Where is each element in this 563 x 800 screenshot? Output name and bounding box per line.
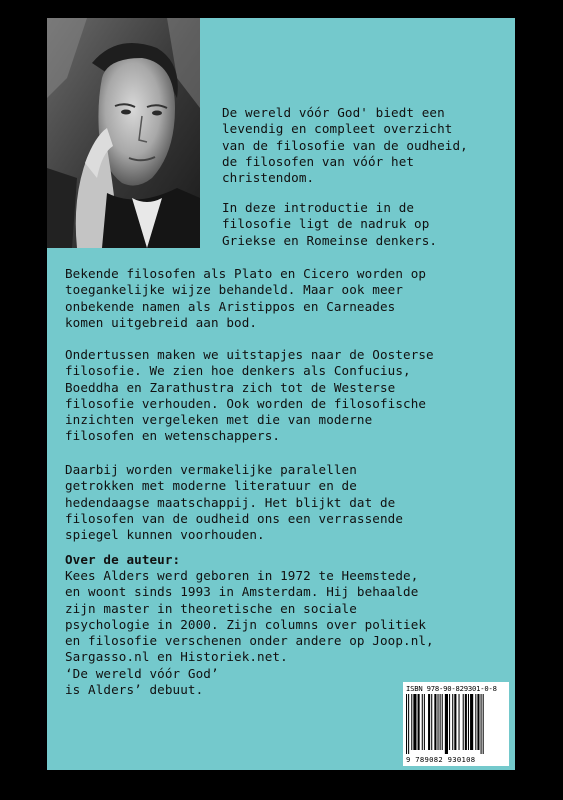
- body-paragraph-1: Bekende filosofen als Plato en Cicero worden op toegankelijke wijze behandeld. Maar ook meer onbekende namen als Aristippos en Carneades komen uitgebreid aan bod.: [65, 266, 427, 330]
- barcode-bar: [424, 694, 425, 750]
- barcode-bars: [406, 694, 506, 754]
- intro-paragraph-1: De wereld vóór God' biedt een levendig en compleet overzicht van de filosofie van de oudheid, de filosofen van vóór het christendom.: [222, 105, 468, 186]
- barcode-bar: [408, 694, 409, 754]
- author-portrait-image: [47, 18, 200, 248]
- barcode-bar: [477, 694, 479, 750]
- barcode-bar: [483, 694, 484, 754]
- barcode-bar: [442, 694, 443, 750]
- author-photo: [47, 18, 200, 248]
- barcode-bar: [449, 694, 450, 750]
- body-paragraph-2: Ondertussen maken we uitstapjes naar de Oosterse filosofie. We zien hoe denkers als Confucius, Boeddha en Zarathustra zich tot de Westerse filosofie verhouden. Ook worden de filosofische inzichten vergeleken met die van moderne filosofen en wetenschappers.: [65, 347, 434, 444]
- author-bio: Kees Alders werd geboren in 1972 te Heemstede, en woont sinds 1993 in Amsterdam. Hij behaalde zijn master in theoretische en sociale psychologie in 2000. Zijn columns over politiek en filosofie verschenen onder andere op Joop.nl, Sargasso.nl en Historiek.net. ‘De wereld vóór God’ is Alders’ debuut.: [65, 568, 434, 698]
- barcode-bar: [422, 694, 423, 750]
- author-heading: Over de auteur:: [65, 552, 181, 567]
- barcode-bar: [406, 694, 407, 754]
- barcode-bar: [454, 694, 456, 750]
- barcode-bar: [475, 694, 476, 750]
- barcode-bar: [445, 694, 448, 754]
- barcode-bar: [434, 694, 436, 750]
- barcode-bar: [465, 694, 467, 750]
- isbn-text: ISBN 978-90-829301-0-8: [406, 684, 497, 693]
- intro-paragraph-2: In deze introductie in de filosofie ligt de nadruk op Griekse en Romeinse denkers.: [222, 200, 438, 248]
- barcode-bar: [411, 694, 412, 750]
- barcode-bar: [470, 694, 473, 750]
- barcode-bar: [440, 694, 441, 750]
- barcode-bar: [438, 694, 439, 750]
- body-paragraph-3: Daarbij worden vermakelijke paralellen getrokken met moderne literatuur en de hedendaagse maatschappij. Het blijkt dat de filosofen van de oudheid ons een verrassende spiegel kunnen voorhouden.: [65, 462, 404, 543]
- ean-text: 9 789082 930108: [406, 755, 476, 764]
- barcode-bar: [468, 694, 469, 750]
- barcode-bar: [413, 694, 416, 750]
- barcode-bar: [463, 694, 464, 750]
- barcode-bar: [459, 694, 460, 750]
- barcode-bar: [428, 694, 430, 750]
- barcode-bar: [452, 694, 453, 750]
- barcode-bar: [481, 694, 482, 754]
- barcode-bar: [418, 694, 420, 750]
- barcode-bar: [431, 694, 432, 750]
- barcode: [403, 682, 509, 766]
